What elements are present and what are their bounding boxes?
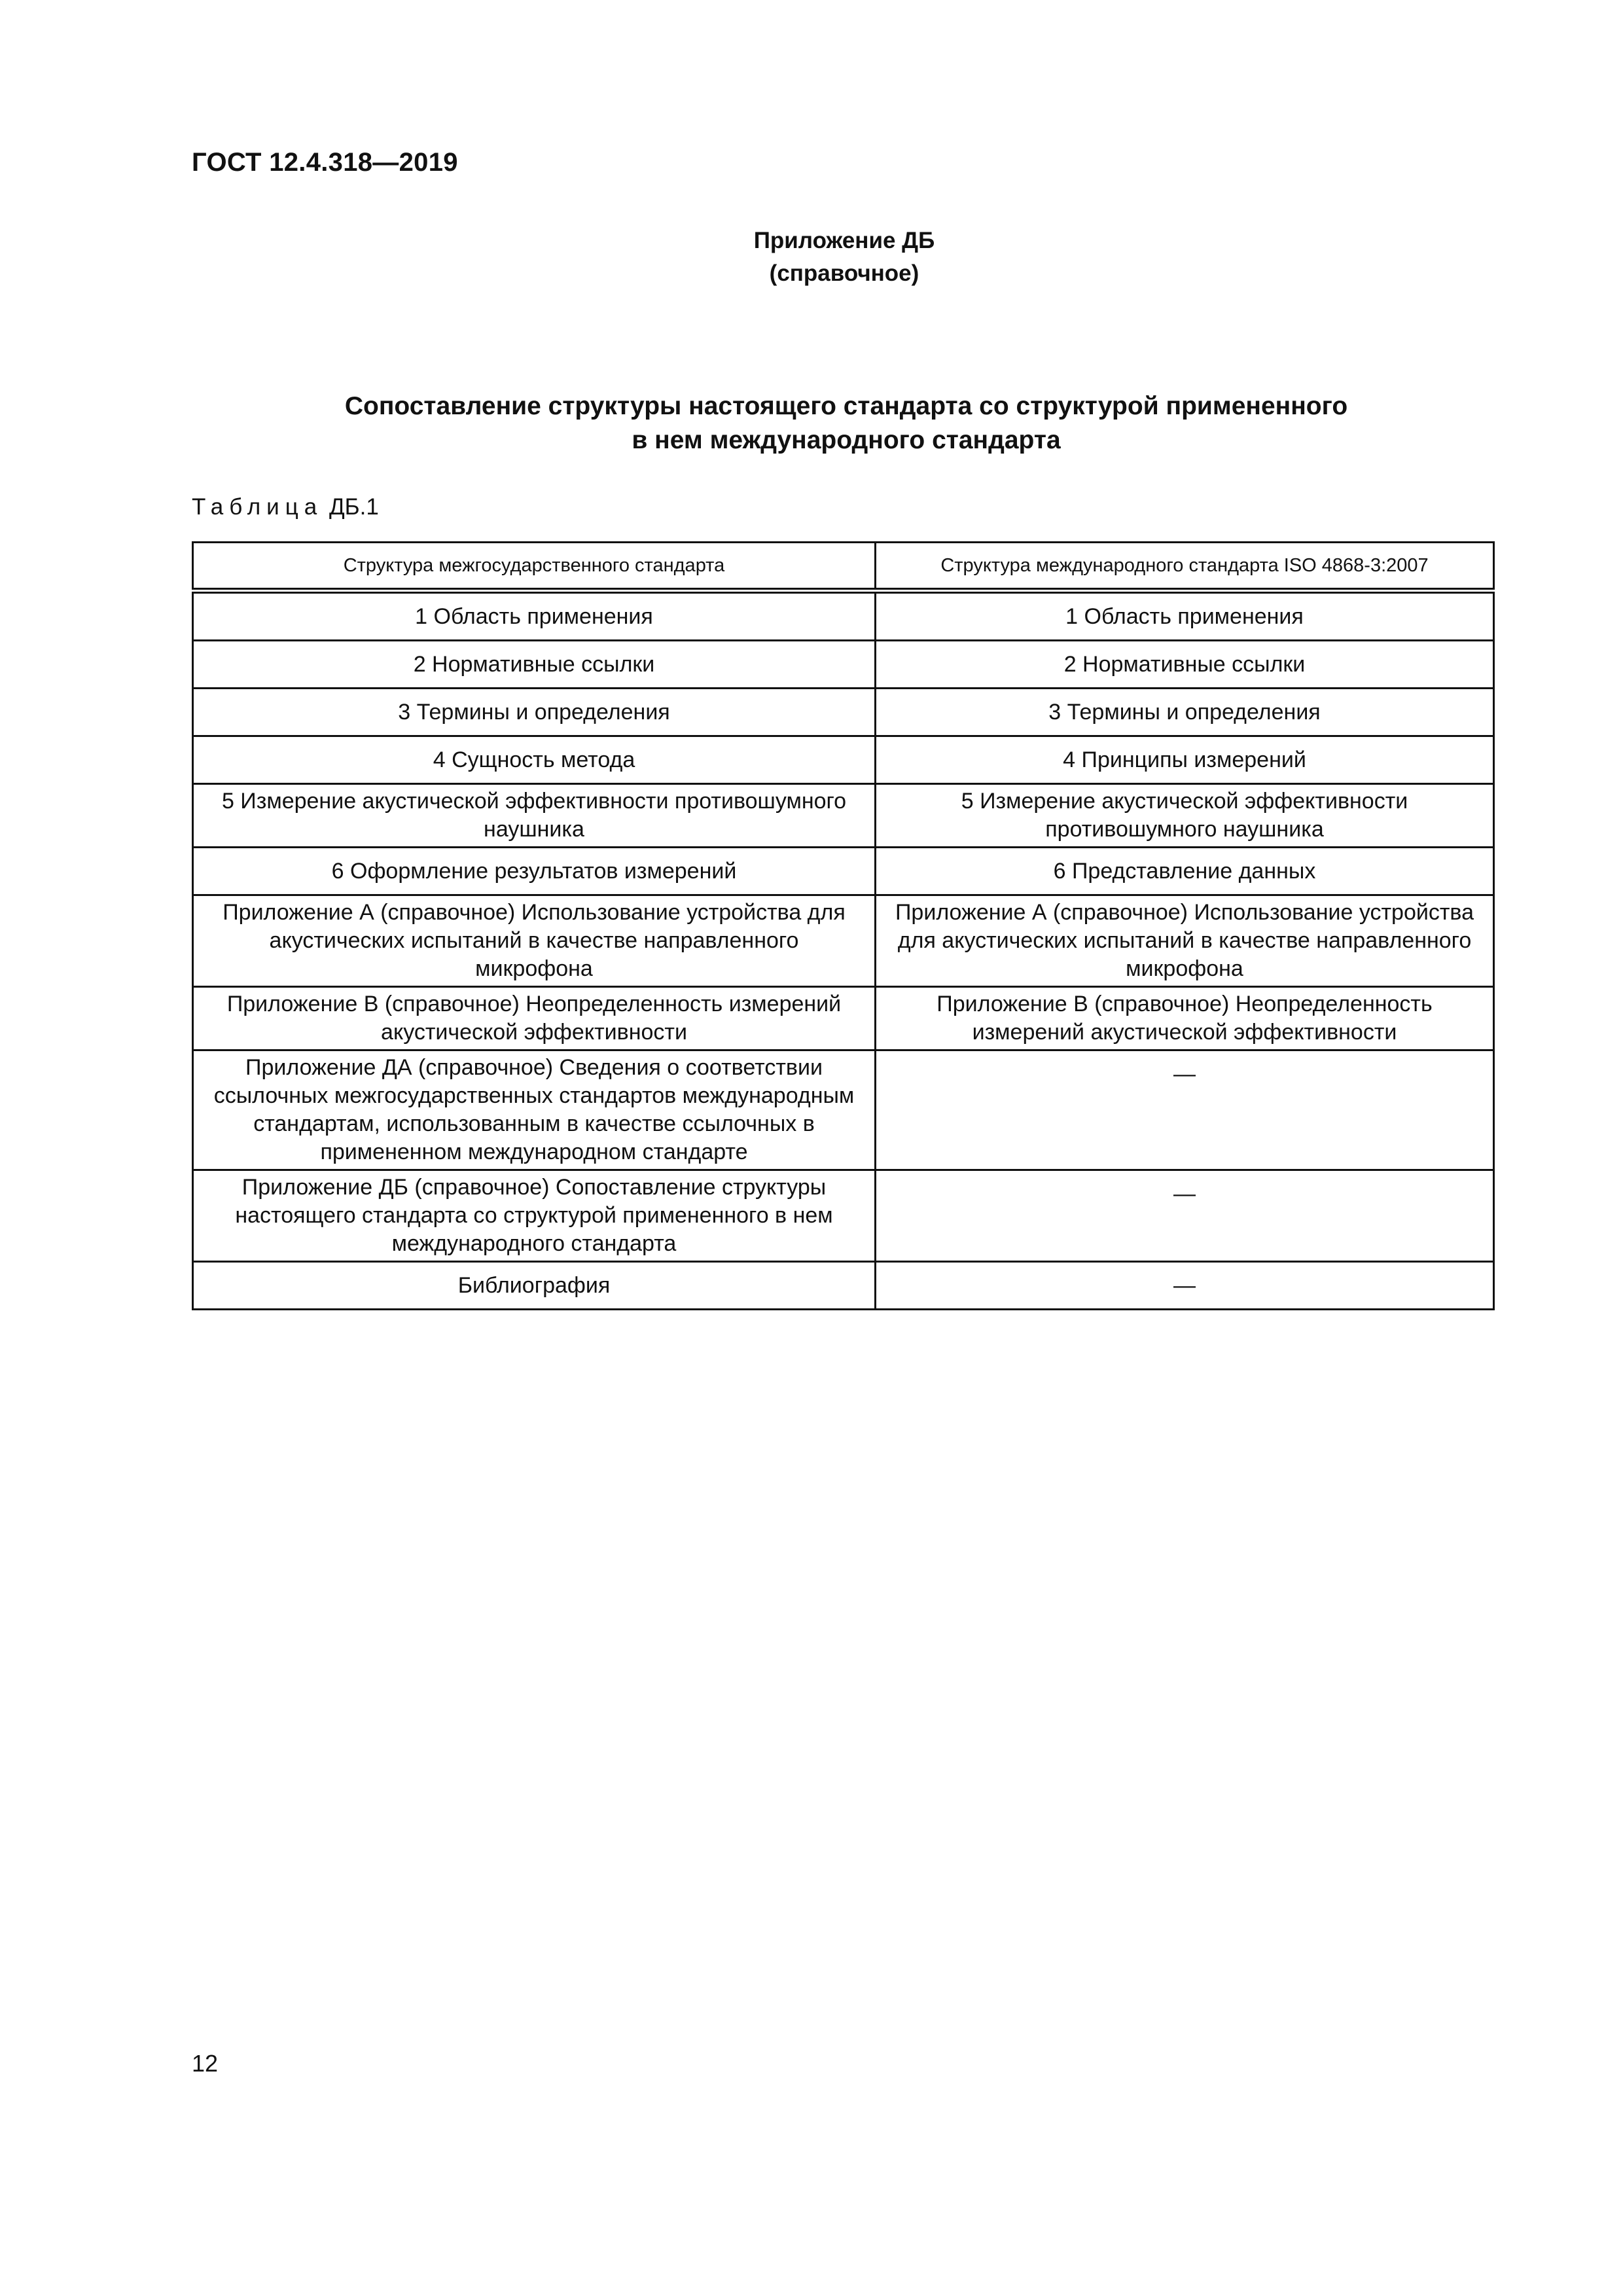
appendix-type: (справочное) <box>769 260 919 286</box>
table-cell: Приложение В (справочное) Неопределенность измерений акустической эффективности <box>193 987 876 1050</box>
table-cell: 4 Сущность метода <box>193 736 876 784</box>
section-title <box>192 389 1501 457</box>
table-caption <box>192 494 379 520</box>
page-number: 12 <box>192 2050 219 2077</box>
table-row <box>193 1262 1494 1310</box>
column-header-interstate: Структура межгосударственного стандарта <box>193 543 876 591</box>
table-cell: — <box>876 1170 1494 1262</box>
table-cell: Библиография <box>193 1262 876 1310</box>
table-row <box>193 987 1494 1050</box>
table-row <box>193 641 1494 689</box>
table-header-row <box>193 543 1494 591</box>
table-row <box>193 784 1494 848</box>
table-cell: 3 Термины и определения <box>193 689 876 736</box>
table-cell: 2 Нормативные ссылки <box>876 641 1494 689</box>
document-code: ГОСТ 12.4.318—2019 <box>192 148 458 177</box>
table-cell: Приложение А (справочное) Использование устройства для акустических испытаний в качестве направленного микрофона <box>876 895 1494 987</box>
table-row <box>193 848 1494 895</box>
table-cell: 6 Представление данных <box>876 848 1494 895</box>
table-cell: Приложение В (справочное) Неопределенность измерений акустической эффективности <box>876 987 1494 1050</box>
table-row <box>193 1170 1494 1262</box>
structure-comparison-table <box>192 541 1495 1310</box>
table-caption-number: ДБ.1 <box>329 494 379 520</box>
table-cell: 5 Измерение акустической эффективности противошумного наушника <box>193 784 876 848</box>
section-title-line-2: в нем международного стандарта <box>632 426 1061 454</box>
appendix-title: Приложение ДБ <box>753 228 935 253</box>
table-row <box>193 1050 1494 1170</box>
table-cell: Приложение ДБ (справочное) Сопоставление структуры настоящего стандарта со структурой примененного в нем международного стандарта <box>193 1170 876 1262</box>
table-cell: 1 Область применения <box>876 591 1494 641</box>
table-row <box>193 895 1494 987</box>
table-cell: 3 Термины и определения <box>876 689 1494 736</box>
table-row <box>193 591 1494 641</box>
table-cell: Приложение А (справочное) Использование устройства для акустических испытаний в качестве направленного микрофона <box>193 895 876 987</box>
table-cell: 6 Оформление результатов измерений <box>193 848 876 895</box>
table-cell: 5 Измерение акустической эффективности противошумного наушника <box>876 784 1494 848</box>
table-cell: 4 Принципы измерений <box>876 736 1494 784</box>
section-title-line-1: Сопоставление структуры настоящего стандарта со структурой примененного <box>344 392 1348 420</box>
table-cell: — <box>876 1262 1494 1310</box>
table-row <box>193 736 1494 784</box>
column-header-international: Структура международного стандарта ISO 4868-3:2007 <box>876 543 1494 591</box>
table-row <box>193 689 1494 736</box>
table-cell: Приложение ДА (справочное) Сведения о соответствии ссылочных межгосударственных стандартов международным стандартам, использованным в качестве ссылочных в примененном международном стандарте <box>193 1050 876 1170</box>
appendix-heading <box>0 224 1623 290</box>
table-caption-prefix: Таблица <box>192 494 323 520</box>
table-cell: 1 Область применения <box>193 591 876 641</box>
table-cell: — <box>876 1050 1494 1170</box>
table-cell: 2 Нормативные ссылки <box>193 641 876 689</box>
